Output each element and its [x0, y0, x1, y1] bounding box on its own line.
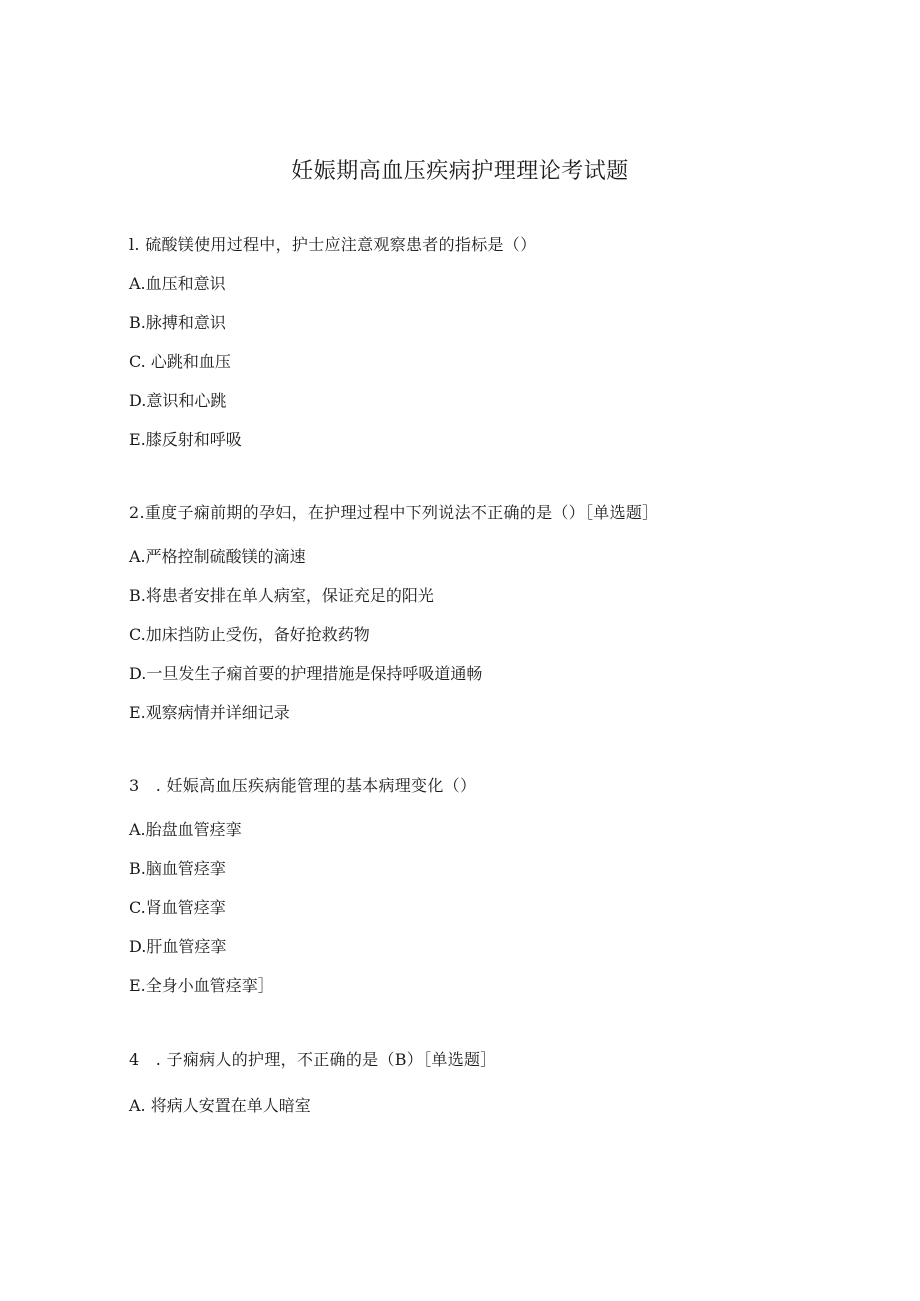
question-2-option-e: E.观察病情并详细记录 — [129, 703, 290, 722]
document-title: 妊娠期高血压疾病护理理论考试题 — [291, 159, 629, 184]
question-1-stem: l. 硫酸镁使用过程中，护士应注意观察患者的指标是（） — [129, 235, 537, 254]
question-3-option-b: B.脑血管痉挛 — [129, 859, 226, 878]
question-2-option-a: A.严格控制硫酸镁的滴速 — [129, 547, 306, 566]
question-2-option-d: D.一旦发生子痫首要的护理措施是保持呼吸道通畅 — [129, 664, 483, 683]
question-1-option-c: C. 心跳和血压 — [129, 352, 231, 371]
question-1-option-b: B.脉搏和意识 — [129, 313, 226, 332]
question-1-option-a: A.血压和意识 — [129, 274, 226, 293]
question-4-stem: 4 . 子痫病人的护理，不正确的是（B）［单选题］ — [129, 1050, 497, 1069]
question-3-stem: 3 . 妊娠高血压疾病能管理的基本病理变化（） — [129, 776, 477, 795]
question-3-option-e: E.全身小血管痉挛］ — [129, 976, 274, 995]
question-4-option-a: A. 将病人安置在单人暗室 — [129, 1096, 311, 1115]
question-3-option-a: A.胎盘血管痉挛 — [129, 820, 242, 839]
question-2-option-c: C.加床挡防止受伤，备好抢救药物 — [129, 625, 370, 644]
question-2-stem: 2.重度子痫前期的孕妇，在护理过程中下列说法不正确的是（）［单选题］ — [129, 503, 659, 522]
question-2-option-b: B.将患者安排在单人病室，保证充足的阳光 — [129, 586, 434, 605]
question-3-option-c: C.肾血管痉挛 — [129, 898, 226, 917]
question-3-option-d: D.肝血管痉挛 — [129, 937, 227, 956]
question-1-option-d: D.意识和心跳 — [129, 391, 227, 410]
question-1-option-e: E.膝反射和呼吸 — [129, 430, 242, 449]
